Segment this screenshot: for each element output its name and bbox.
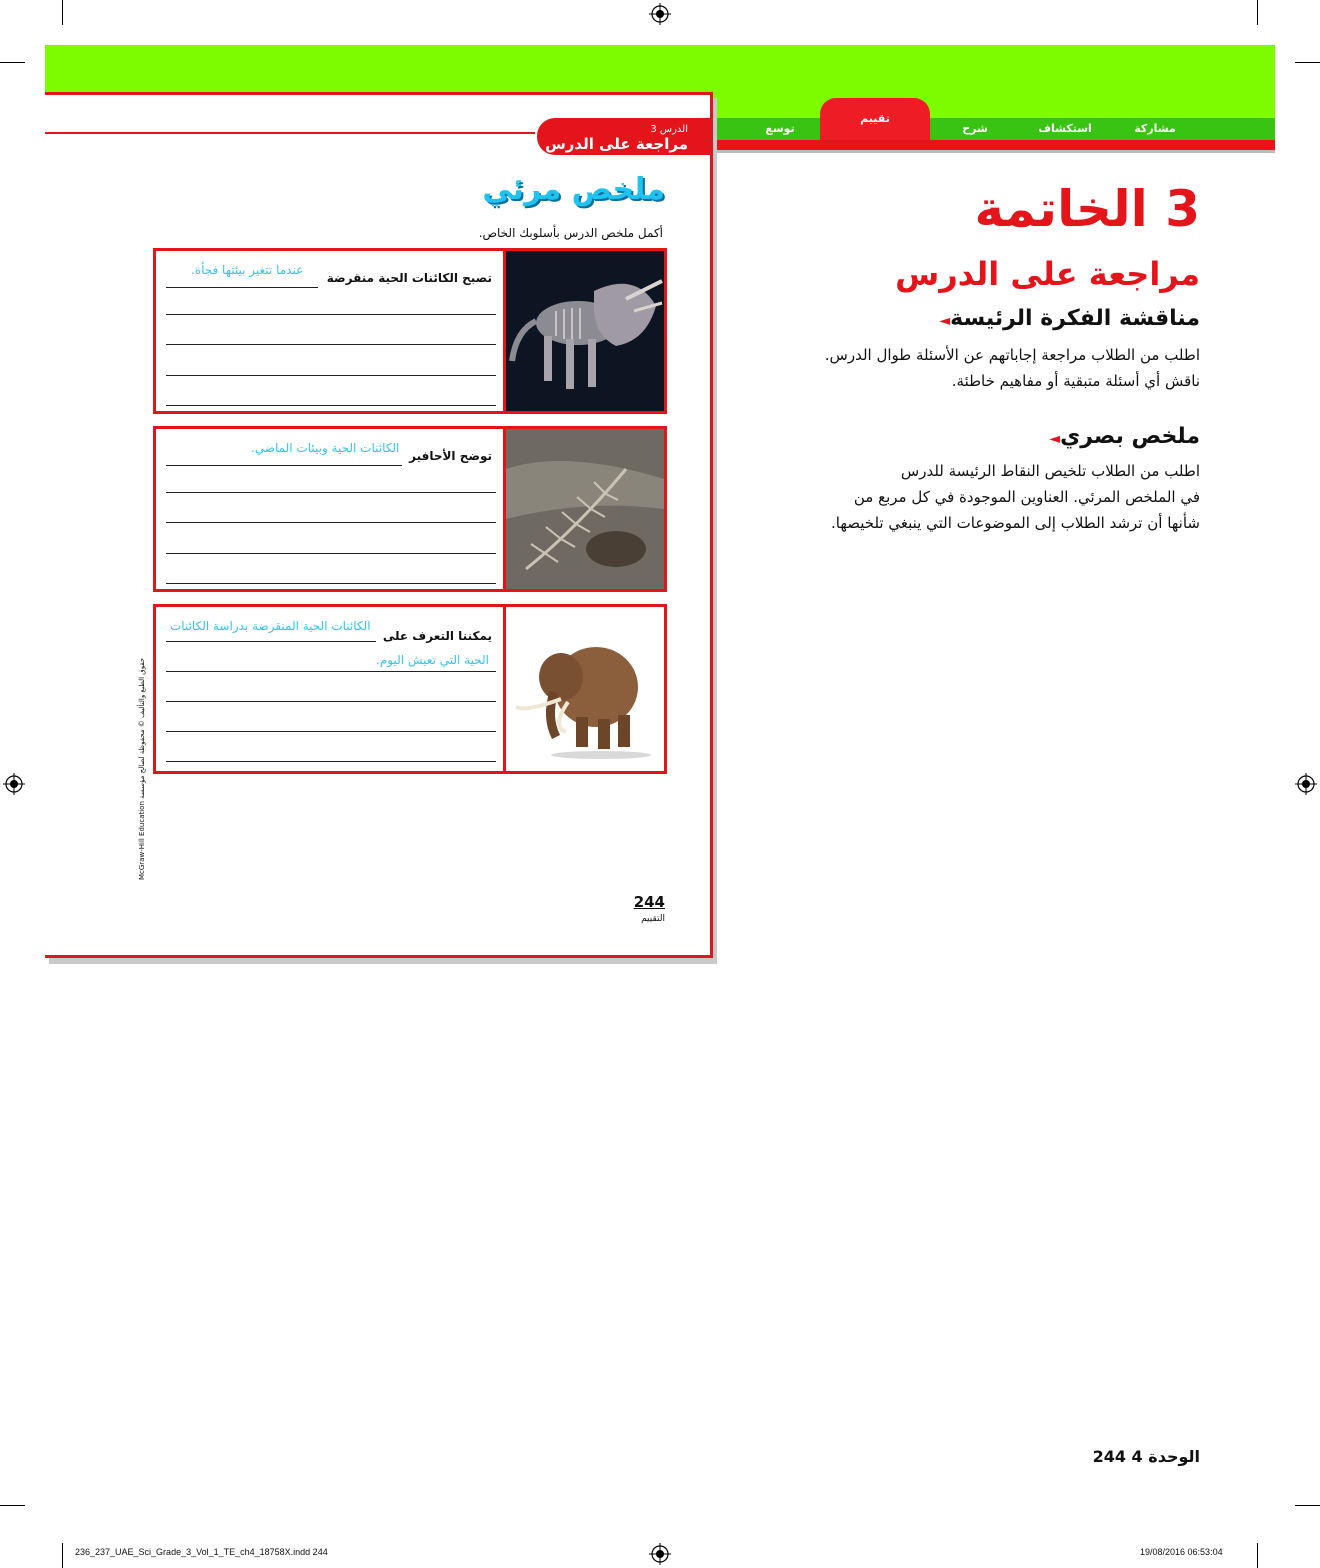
triceratops-skeleton-icon [506, 251, 664, 411]
footer-folio: الوحدة 4 244 [1092, 1447, 1200, 1466]
crop-mark [1257, 1543, 1258, 1568]
crop-mark [1295, 62, 1320, 63]
write-line [166, 492, 496, 493]
write-line [166, 731, 496, 732]
box-answer-line: الكائنات الحية المنقرضة بدراسة الكائنات [170, 619, 371, 633]
box-prompt: توضح الأحافير [409, 449, 492, 463]
write-line [166, 761, 496, 762]
fern-fossil-icon [506, 429, 664, 589]
write-line [166, 553, 496, 554]
crop-mark [1295, 1505, 1320, 1506]
tab-explore[interactable]: استكشاف [1038, 122, 1092, 135]
student-page-number: 244 [633, 893, 665, 911]
tab-explain[interactable]: شرح [962, 122, 988, 135]
write-line [166, 287, 318, 288]
fern-fossil-image [503, 429, 664, 589]
chapter-title: 3 الخاتمة [974, 180, 1200, 238]
summary-box-learning [153, 604, 667, 774]
triceratops-skeleton-image [503, 251, 664, 411]
student-page-label: التقييم [641, 914, 665, 924]
tab-extend[interactable]: توسع [765, 122, 795, 135]
write-line [166, 641, 376, 642]
triangle-bullet-icon: ◄ [939, 313, 951, 329]
registration-mark-icon [1295, 773, 1317, 795]
write-line [166, 375, 496, 376]
lesson-number: الدرس 3 [650, 124, 688, 135]
write-line [166, 344, 496, 345]
write-line [166, 583, 496, 584]
visual-summary-paragraph: اطلب من الطلاب تلخيص النقاط الرئيسة للدرس في الملخص المرئي. العناوين الموجودة في كل مربع من شأنها أن ترشد الطلاب إلى الموضوعات التي ينبغي تلخيصها. [830, 462, 1200, 532]
registration-mark-icon [3, 773, 25, 795]
subsection-heading [900, 306, 1200, 331]
subsection-heading [900, 424, 1200, 449]
copyright-note: McGraw-Hill Education حقوق الطبع والتأليف © محفوظة لصالح مؤسسة [138, 657, 146, 880]
crop-mark [62, 1543, 63, 1568]
write-line [166, 465, 402, 466]
crop-mark [0, 62, 25, 63]
write-line [166, 314, 496, 315]
slug-datetime: 19/08/2016 06:53:04 [1140, 1547, 1223, 1557]
summary-box-fossils [153, 426, 667, 592]
summary-box-extinction [153, 248, 667, 414]
lesson-tab [537, 118, 712, 155]
main-idea-paragraph: اطلب من الطلاب مراجعة إجاباتهم عن الأسئلة طوال الدرس. ناقش أي أسئلة متبقية أو مفاهيم خاطئة. [824, 346, 1200, 390]
header-rule-shadow [712, 150, 1275, 153]
registration-mark-icon [649, 3, 671, 25]
write-line [166, 405, 496, 406]
box-answer-line: الكائنات الحية وبيئات الماضي. [251, 441, 400, 455]
tab-evaluate-active[interactable]: تقييم [820, 98, 930, 142]
woolly-mammoth-image [503, 607, 664, 771]
write-line [166, 671, 496, 672]
box-prompt: يمكننا التعرف على [382, 629, 492, 643]
triangle-bullet-icon: ◄ [1049, 431, 1061, 447]
section-title: مراجعة على الدرس [895, 255, 1200, 293]
box-answer-line: عندما تتغير بيئتها فجأة. [191, 263, 304, 277]
main-idea-heading: مناقشة الفكرة الرئيسة [950, 306, 1200, 331]
tab-engage[interactable]: مشاركة [1134, 122, 1176, 135]
box-answer-line: الحية التي تعيش اليوم. [376, 653, 489, 667]
woolly-mammoth-icon [506, 607, 664, 771]
registration-mark-icon [649, 1543, 671, 1565]
write-line [166, 522, 496, 523]
visual-summary-heading: ملخص بصري [1060, 424, 1200, 449]
crop-mark [62, 0, 63, 25]
student-page-top-rule [45, 132, 535, 134]
summary-instruction: أكمل ملخص الدرس بأسلوبك الخاص. [478, 226, 663, 240]
write-line [166, 701, 496, 702]
crop-mark [0, 1505, 25, 1506]
box-prompt: تصبح الكائنات الحية منقرضة [326, 271, 492, 285]
crop-mark [1257, 0, 1258, 25]
lesson-title: مراجعة على الدرس [545, 135, 688, 153]
visual-summary-title: ملخص مرئي [482, 172, 665, 207]
slug-filename: 236_237_UAE_Sci_Grade_3_Vol_1_TE_ch4_18758X.indd 244 [75, 1547, 328, 1557]
